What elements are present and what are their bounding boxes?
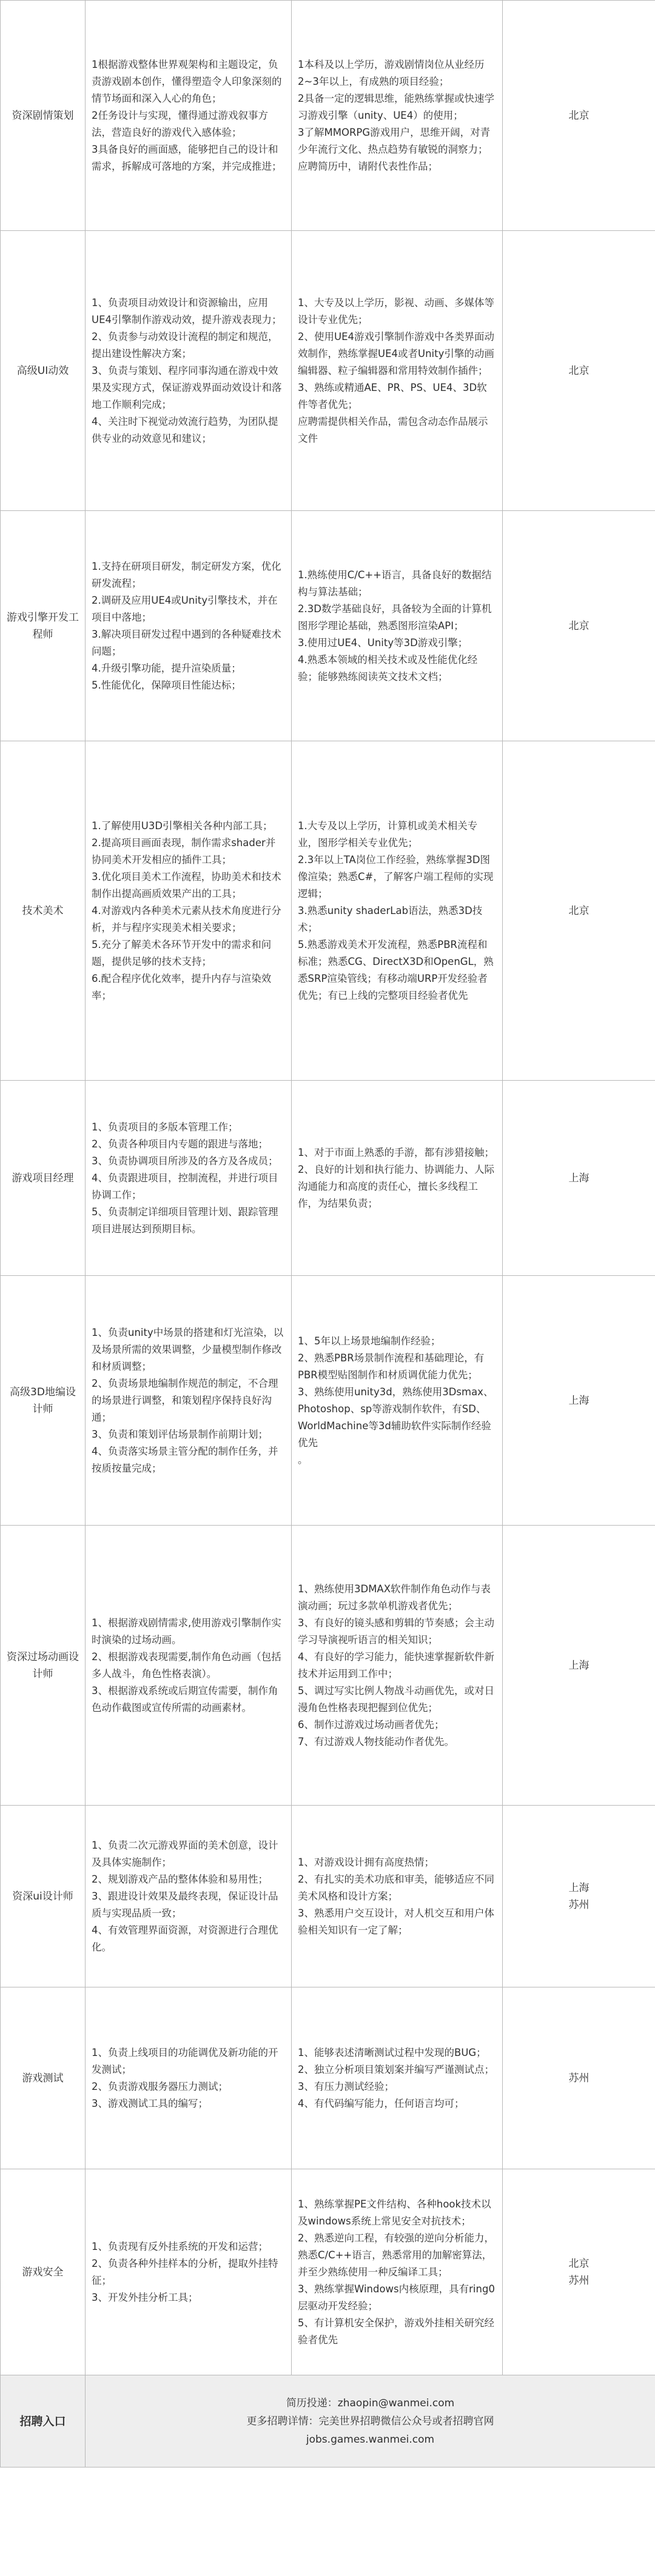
duty-line: 1.支持在研项目研发，制定研发方案，优化研发流程； [92, 560, 281, 589]
job-title [1, 1276, 86, 1526]
job-location [503, 1, 655, 231]
requirement-line: 2、独立分析项目策划案并编写严谨测试点； [298, 2063, 494, 2075]
requirement-line: 4、有良好的学习能力，能快速掌握新软件新技术并运用到工作中； [298, 1650, 494, 1680]
requirement-line: 2具备一定的逻辑思维，能熟练掌握或快速学习游戏引擎（unity、UE4）的使用； [298, 92, 494, 121]
duty-line: 1、负责项目动效设计和资源输出，应用UE4引擎制作游戏动效，提升游戏表现力； [92, 296, 282, 325]
resume-email[interactable]: 简历投递：zhaopin@wanmei.com [286, 2397, 455, 2409]
location-city: 上海 [568, 1881, 590, 1894]
duty-line: 4、负责跟进项目，控制流程，并进行项目协调工作； [92, 1172, 278, 1201]
duty-line: 4.对游戏内各种美术元素从技术角度进行分析，并与程序实现美术相关要求； [92, 904, 281, 933]
requirement-line: 1、熟练掌握PE文件结构、各种hook技术以及windows系统上常见安全对抗技术； [298, 2198, 491, 2227]
duty-line: 6.配合程序优化效率，提升内存与渲染效率； [92, 972, 272, 1001]
job-row [1, 511, 655, 741]
requirement-line: 2.3D数学基础良好，具备较为全面的计算机图形学理论基础，熟悉图形渲染API； [298, 602, 492, 632]
requirement-line: 2、熟悉PBR场景制作流程和基础理论，有PBR模型贴图制作和材质调优能力优先； [298, 1352, 485, 1381]
job-requirements [292, 1, 503, 231]
duty-line: 3、跟进设计效果及最终表现，保证设计品质与实现品质一致； [92, 1890, 278, 1919]
requirement-line: 1、对于市面上熟悉的手游，都有涉猎接触； [298, 1146, 494, 1158]
location-city: 苏州 [568, 2274, 590, 2287]
location-city: 苏州 [568, 2072, 590, 2084]
jobs-site-link[interactable]: jobs.games.wanmei.com [306, 2433, 435, 2446]
requirement-line: 2、使用UE4游戏引擎制作游戏中各类界面动效制作，熟练掌握UE4或者Unity引擎的动画编辑器、粒子编辑器和常用特效制作插件； [298, 330, 494, 376]
location-city: 北京 [568, 2257, 590, 2270]
job-title-text: 游戏项目经理 [12, 1172, 74, 1184]
requirement-line: 应聘需提供相关作品，需包含动态作品展示文件 [298, 415, 488, 444]
job-row [1, 1, 655, 231]
location-city: 上海 [568, 1172, 590, 1184]
requirement-line: 3、熟练使用unity3d，熟练使用3Dsmax、Photoshop、sp等游戏制作软件，有SD、WorldMachine等3d辅助软件实际制作经验优先 [298, 1386, 494, 1449]
requirement-line: 1本科及以上学历，游戏剧情岗位从业经历2~3年以上，有成熟的项目经验； [298, 58, 485, 87]
job-duties [86, 741, 292, 1081]
job-title [1, 2169, 86, 2375]
job-location [503, 1806, 655, 1987]
job-location [503, 511, 655, 741]
job-title-text: 资深过场动画设计师 [7, 1650, 79, 1680]
job-title [1, 1806, 86, 1987]
duty-line: 1、负责unity中场景的搭建和灯光渲染，以及场景所需的效果调整，少量模型制作修改和材质调整； [92, 1326, 284, 1372]
requirement-line: 。 [298, 1453, 308, 1466]
job-title-text: 游戏引擎开发工程师 [7, 611, 79, 641]
requirement-line: 7、有过游戏人物技能动作者优先。 [298, 1735, 454, 1747]
requirement-line: 3、熟悉用户交互设计，对人机交互和用户体验相关知识有一定了解； [298, 1907, 494, 1936]
requirement-line: 4.熟悉本领域的相关技术或及性能优化经验；能够熟练阅读英文技术文档； [298, 653, 478, 682]
duty-line: 1、负责项目的多版本管理工作； [92, 1121, 238, 1133]
requirement-line: 2、良好的计划和执行能力、协调能力、人际沟通能力和高度的责任心，擅长多线程工作，为结果负责； [298, 1163, 494, 1209]
job-row [1, 1081, 655, 1276]
job-requirements [292, 1276, 503, 1526]
duty-line: 4、关注时下视觉动效流行趋势，为团队提供专业的动效意见和建议； [92, 415, 278, 444]
job-title [1, 231, 86, 511]
job-title [1, 1987, 86, 2169]
job-row [1, 231, 655, 511]
recruit-entry-label: 招聘入口 [1, 2375, 86, 2468]
job-title [1, 511, 86, 741]
requirement-line: 1、对游戏设计拥有高度热情； [298, 1856, 434, 1868]
job-duties [86, 1, 292, 231]
job-location [503, 1526, 655, 1806]
job-title [1, 1081, 86, 1276]
requirement-line: 2、熟悉逆向工程，有较强的逆向分析能力，熟悉C/C++语言，熟悉常用的加解密算法，并至少熟练使用一种反编译工具； [298, 2232, 494, 2278]
duty-line: 2、规划游戏产品的整体体验和易用性； [92, 1873, 268, 1885]
requirement-line: 1.大专及以上学历，计算机或美术相关专业，图形学相关专业优先； [298, 819, 478, 849]
location-city: 北京 [568, 619, 590, 632]
requirement-line: 3、有压力测试经验； [298, 2080, 394, 2092]
duty-line: 3、开发外挂分析工具； [92, 2291, 198, 2303]
duty-line: 4.升级引擎功能，提升渲染质量； [92, 662, 241, 674]
job-location [503, 231, 655, 511]
job-title-text: 资深ui设计师 [12, 1890, 73, 1903]
requirement-line: 2.3年以上TA岗位工作经验，熟练掌握3D图像渲染；熟悉C#，了解客户端工程师的实现逻辑； [298, 853, 494, 899]
job-location [503, 1987, 655, 2169]
job-title-text: 游戏测试 [22, 2072, 64, 2084]
duty-line: 3、游戏测试工具的编写； [92, 2097, 208, 2109]
job-requirements [292, 2169, 503, 2375]
location-city: 上海 [568, 1659, 590, 1672]
requirement-line: 3.熟悉unity shaderLab语法，熟悉3D技术； [298, 904, 483, 933]
job-requirements [292, 1987, 503, 2169]
job-duties [86, 1081, 292, 1276]
duty-line: 3.解决项目研发过程中遇到的各种疑难技术问题； [92, 628, 281, 657]
duty-line: 2.调研及应用UE4或Unity引擎技术，并在项目中落地； [92, 594, 278, 623]
job-title [1, 1, 86, 231]
location-city: 北京 [568, 364, 590, 377]
duty-line: 2、负责参与动效设计流程的制定和规范，提出建设性解决方案； [92, 330, 278, 359]
duty-line: 1根据游戏整体世界观架构和主题设定，负责游戏剧本创作，懂得塑造令人印象深刻的情节场面和深入人心的角色； [92, 58, 282, 104]
requirement-line: 4、有代码编写能力，任何语言均可； [298, 2097, 465, 2109]
job-location [503, 2169, 655, 2375]
job-title [1, 1526, 86, 1806]
job-title-text: 高级UI动效 [16, 364, 69, 377]
duty-line: 2、负责各种项目内专题的跟进与落地； [92, 1138, 268, 1150]
duty-line: 2任务设计与实现，懂得通过游戏叙事方法，营造良好的游戏代入感体验； [92, 109, 268, 138]
duty-line: 4、负责落实场景主管分配的制作任务，并按质按量完成； [92, 1445, 278, 1474]
job-duties [86, 511, 292, 741]
duty-line: 4、有效管理界面资源，对资源进行合理优化。 [92, 1924, 278, 1953]
job-table-body [1, 1, 655, 2468]
job-duties [86, 1526, 292, 1806]
duty-line: 5、负责制定详细项目管理计划、跟踪管理项目进展达到预期目标。 [92, 1206, 278, 1235]
location-city: 苏州 [568, 1898, 590, 1911]
requirement-line: 3、熟练掌握Windows内核原理，具有ring0层驱动开发经验； [298, 2283, 495, 2312]
duty-line: 3具备良好的画面感，能够把自己的设计和需求，拆解成可落地的方案，并完成推进； [92, 143, 282, 172]
job-requirements [292, 511, 503, 741]
job-row [1, 1276, 655, 1526]
duty-line: 3、根据游戏系统或后期宣传需要，制作角色动作截图或宣传所需的动画素材。 [92, 1684, 278, 1713]
duty-line: 3、负责和策划评估场景制作前期计划； [92, 1428, 268, 1440]
duty-line: 5.性能优化，保障项目性能达标； [92, 679, 241, 691]
requirement-line: 5.熟悉游戏美术开发流程，熟悉PBR流程和标准；熟悉CG、DirectX3D和OpenGL，熟悉SRP渲染管线；有移动端URP开发经验者优先；有已上线的完整项目经验者优先 [298, 938, 494, 1001]
duty-line: 3.优化项目美术工作流程，协助美术和技术制作出提高画质效果产出的工具； [92, 870, 281, 899]
duty-line: 2、负责场景地编制作规范的制定，不合理的场景进行调整，和策划程序保持良好沟通； [92, 1377, 278, 1423]
job-duties [86, 2169, 292, 2375]
job-title-text: 技术美术 [22, 904, 64, 917]
job-title-text: 游戏安全 [22, 2266, 64, 2278]
duty-line: 2、根据游戏表现需要,制作角色动画（包括多人战斗，角色性格表演）。 [92, 1650, 281, 1680]
job-duties [86, 231, 292, 511]
duty-line: 1.了解使用U3D引擎相关各种内部工具； [92, 819, 273, 832]
job-duties [86, 1276, 292, 1526]
job-title-text: 高级3D地编设计师 [10, 1386, 76, 1415]
job-requirements [292, 231, 503, 511]
job-row [1, 741, 655, 1081]
requirement-line: 1、大专及以上学历，影视、动画、多媒体等设计专业优先； [298, 296, 494, 325]
job-title-text: 资深剧情策划 [12, 109, 74, 122]
requirement-line: 1、能够表述清晰测试过程中发现的BUG； [298, 2046, 486, 2058]
requirement-line: 应聘简历中，请附代表性作品； [298, 160, 438, 172]
location-city: 上海 [568, 1394, 590, 1407]
job-location [503, 741, 655, 1081]
duty-line: 2、负责游戏服务器压力测试； [92, 2080, 228, 2092]
duty-line: 1、负责二次元游戏界面的美术创意，设计及具体实施制作； [92, 1839, 278, 1868]
requirement-line: 1、熟练使用3DMAX软件制作角色动作与表演动画；玩过多款单机游戏者优先； [298, 1583, 491, 1612]
job-row [1, 1526, 655, 1806]
requirement-line: 2、有扎实的美术功底和审美，能够适应不同美术风格和设计方案； [298, 1873, 494, 1902]
job-location [503, 1081, 655, 1276]
job-title [1, 741, 86, 1081]
duty-line: 1、负责上线项目的功能调优及新功能的开发测试； [92, 2046, 278, 2075]
requirement-line: 1.熟练使用C/C++语言，具备良好的数据结构与算法基础； [298, 569, 492, 598]
footer-row [1, 2375, 655, 2468]
job-row [1, 2169, 655, 2375]
job-requirements [292, 1081, 503, 1276]
job-duties [86, 1806, 292, 1987]
requirement-line: 6、制作过游戏过场动画者优先； [298, 1718, 445, 1730]
contact-info [86, 2375, 655, 2468]
duty-line: 3、负责与策划、程序同事沟通在游戏中效果及实现方式，保证游戏界面动效设计和落地工作顺利完成； [92, 364, 282, 410]
duty-line: 1、根据游戏剧情需求,使用游戏引擎制作实时演染的过场动画。 [92, 1617, 281, 1646]
duty-line: 1、负责现有反外挂系统的开发和运营； [92, 2240, 268, 2252]
location-city: 北京 [568, 109, 590, 122]
duty-line: 3、负责协调项目所涉及的各方及各成员； [92, 1155, 278, 1167]
requirement-line: 1、5年以上场景地编制作经验； [298, 1335, 441, 1347]
requirement-line: 3.使用过UE4、Unity等3D游戏引擎； [298, 636, 468, 649]
job-requirements [292, 1526, 503, 1806]
more-info-text: 更多招聘详情：完美世界招聘微信公众号或者招聘官网 [246, 2415, 494, 2428]
requirement-line: 5、有计算机安全保护，游戏外挂相关研究经验者优先 [298, 2317, 494, 2346]
requirement-line: 3、熟练或精通AE、PR、PS、UE4、3D软件等者优先； [298, 381, 487, 410]
job-duties [86, 1987, 292, 2169]
job-requirements [292, 741, 503, 1081]
job-row [1, 1987, 655, 2169]
requirement-line: 3了解MMORPG游戏用户，思维开阔，对青少年流行文化、热点趋势有敏锐的洞察力； [298, 126, 491, 155]
requirement-line: 5、调过写实比例人物战斗动画优先，或对日漫角色性格表现把握到位优先； [298, 1684, 494, 1713]
job-location [503, 1276, 655, 1526]
duty-line: 2、负责各种外挂样本的分析，提取外挂特征； [92, 2257, 278, 2286]
job-requirements [292, 1806, 503, 1987]
job-row [1, 1806, 655, 1987]
duty-line: 5.充分了解美术各环节开发中的需求和问题，提供足够的技术支持； [92, 938, 272, 967]
location-city: 北京 [568, 904, 590, 917]
requirement-line: 3、有良好的镜头感和剪辑的节奏感；会主动学习导演视听语言的相关知识； [298, 1617, 494, 1646]
duty-line: 2.提高项目画面表现，制作需求shader并协同美术开发相应的插件工具； [92, 836, 276, 866]
